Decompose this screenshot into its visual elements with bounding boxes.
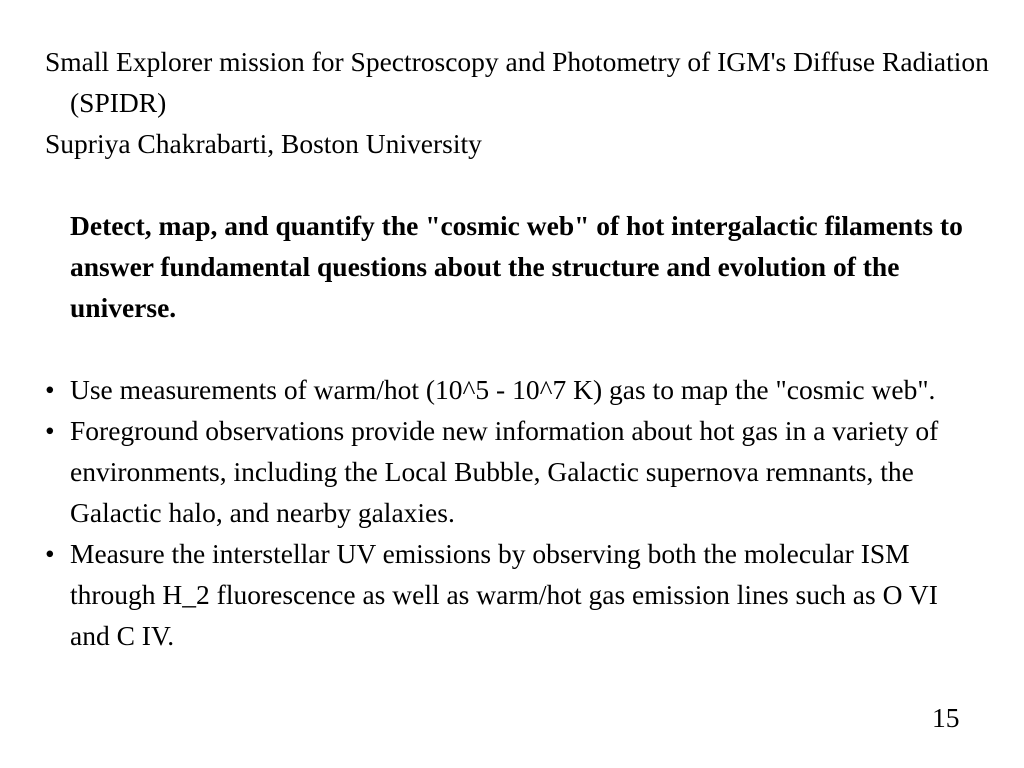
bullet-marker: •	[45, 415, 55, 446]
author-line: Supriya Chakrabarti, Boston University	[45, 128, 482, 159]
mission-objective: Detect, map, and quantify the "cosmic web" of hot intergalactic filaments to answer fundamental questions about the structure and evolution of the universe.	[70, 210, 963, 323]
bullet-list	[45, 369, 975, 656]
slide-heading	[45, 41, 1005, 164]
bullet-marker: •	[45, 538, 55, 569]
page-number: 15	[932, 702, 960, 733]
bullet-item	[45, 369, 975, 410]
bullet-item	[45, 533, 975, 656]
bullet-item	[45, 410, 975, 533]
mission-title: Small Explorer mission for Spectroscopy and Photometry of IGM's Diffuse Radiation (SPIDR)	[45, 46, 989, 118]
bullet-marker: •	[45, 374, 55, 405]
bullet-text: Use measurements of warm/hot (10^5 - 10^7 K) gas to map the "cosmic web".	[70, 374, 936, 405]
bullet-text: Measure the interstellar UV emissions by observing both the molecular ISM through H_2 fluorescence as well as warm/hot gas emission lines such as O VI and C IV.	[70, 538, 938, 651]
bullet-text: Foreground observations provide new information about hot gas in a variety of environments, including the Local Bubble, Galactic supernova remnants, the Galactic halo, and nearby galaxies.	[70, 415, 939, 528]
